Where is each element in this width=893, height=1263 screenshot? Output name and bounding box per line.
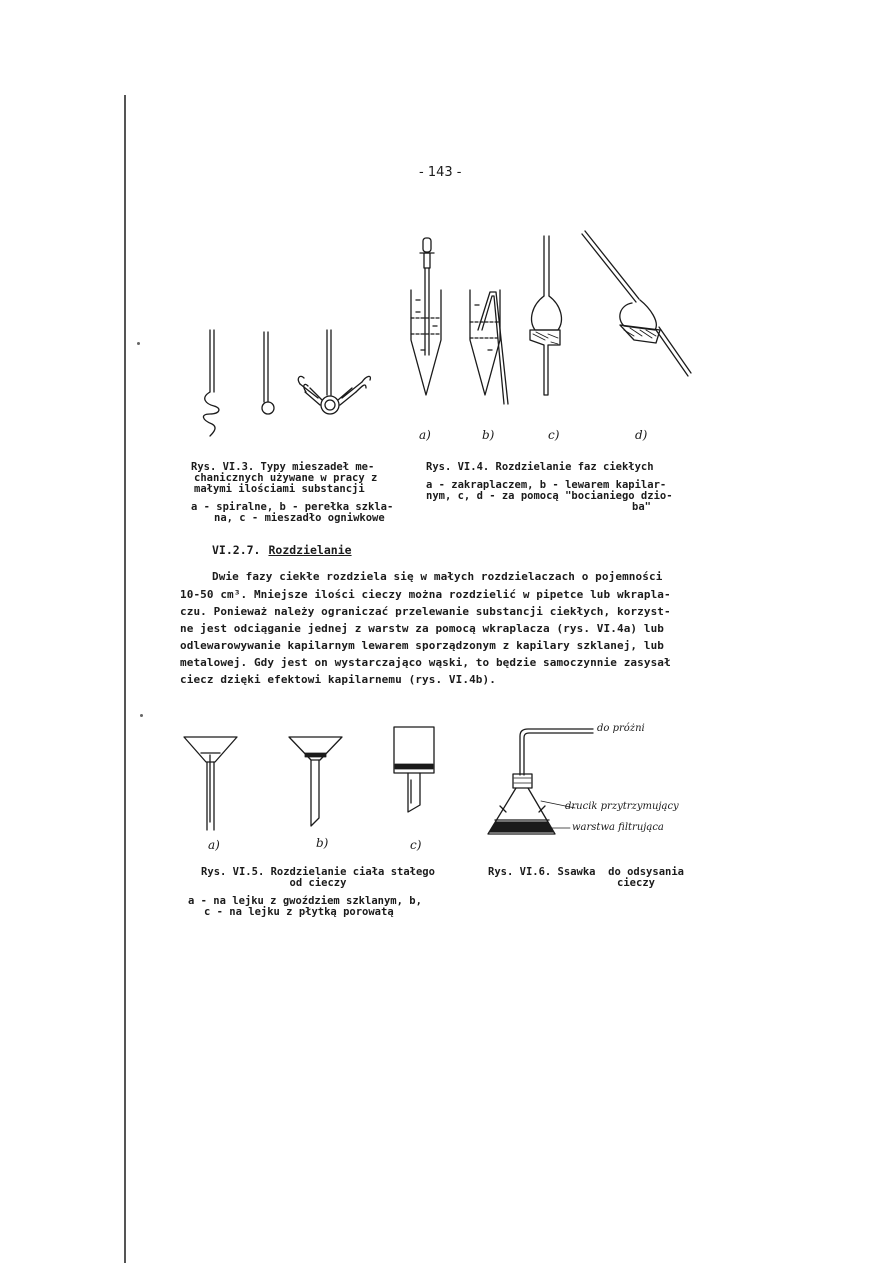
storks-bill-upright-illustration — [530, 236, 561, 395]
fig6-caption: Rys. VI.6. Ssawka do odsysania cieczy — [488, 866, 684, 889]
paragraph-line: Dwie fazy ciekłe rozdziela się w małych rozdzielaczach o pojemności — [212, 570, 663, 583]
fig5-label-a: a) — [208, 838, 220, 852]
fig3-legend: a - spiralne, b - perełka szkla- na, c - mieszadło ogniwkowe — [191, 501, 394, 524]
paragraph-line: ciecz dzięki efektowi kapilarnemu (rys. VI.4b). — [180, 673, 496, 686]
fig5-label-b: b) — [316, 836, 329, 850]
fig4-caption: Rys. VI.4. Rozdzielanie faz ciekłych — [426, 461, 654, 473]
scan-speck — [140, 714, 143, 717]
fig5-legend: a - na lejku z gwoździem szklanym, b, c - na lejku z płytką porowatą — [188, 895, 422, 918]
fig4-label-b: b) — [482, 428, 495, 442]
filter-tube-illustration — [394, 727, 434, 812]
scan-speck — [137, 342, 140, 345]
chain-stirrer-illustration — [298, 330, 370, 414]
paragraph-line: metalowej. Gdy jest on wystarczająco wąski, to będzie samoczynnie zasysał — [180, 656, 671, 669]
page-number: - 143 - — [419, 165, 462, 180]
funnel-glass-nail-illustration — [184, 737, 237, 830]
paragraph-line: 10-50 cm³. Mniejsze ilości cieczy można rozdzielić w pipetce lub wkrapla- — [180, 588, 671, 601]
section-heading — [212, 543, 352, 557]
paragraph-line: czu. Ponieważ należy ograniczać przelewanie substancji ciekłych, korzyst- — [180, 605, 671, 618]
paragraph-line: ne jest odciąganie jednej z warstw za pomocą wkraplacza (rys. VI.4a) lub — [180, 622, 665, 635]
fig5-caption: Rys. VI.5. Rozdzielanie ciała stałego od cieczy — [201, 866, 435, 889]
dropper-separation-illustration — [411, 238, 441, 395]
wire-holder-label: drucik przytrzymujący — [565, 801, 679, 812]
fig4-label-d: d) — [635, 428, 648, 442]
spiral-stirrer-illustration — [203, 330, 219, 436]
fig4-label-a: a) — [419, 428, 431, 442]
fig3-caption: Rys. VI.3. Typy mieszadeł me- chanicznych używane w pracy z małymi ilościami substancji — [191, 461, 378, 495]
paragraph-line: odlewarowywanie kapilarnym lewarem sporządzonym z kapilary szklanej, lub — [180, 639, 665, 652]
funnel-porous-plate-illustration — [289, 737, 342, 826]
vacuum-label: do próżni — [597, 723, 645, 734]
section-title: Rozdzielanie — [268, 543, 352, 557]
filter-layer-label: warstwa filtrująca — [572, 822, 664, 833]
glass-bead-stirrer-illustration — [262, 332, 274, 414]
fig4-legend: a - zakraplaczem, b - lewarem kapilar- nym, c, d - za pomocą "bocianiego dzio- ba" — [426, 479, 673, 513]
section-number: VI.2.7. — [212, 543, 261, 557]
storks-bill-inclined-illustration — [582, 231, 691, 376]
capillary-siphon-illustration — [470, 290, 508, 404]
fig5-label-c: c) — [410, 838, 422, 852]
fig4-label-c: c) — [548, 428, 560, 442]
suction-apparatus-illustration — [488, 729, 593, 834]
